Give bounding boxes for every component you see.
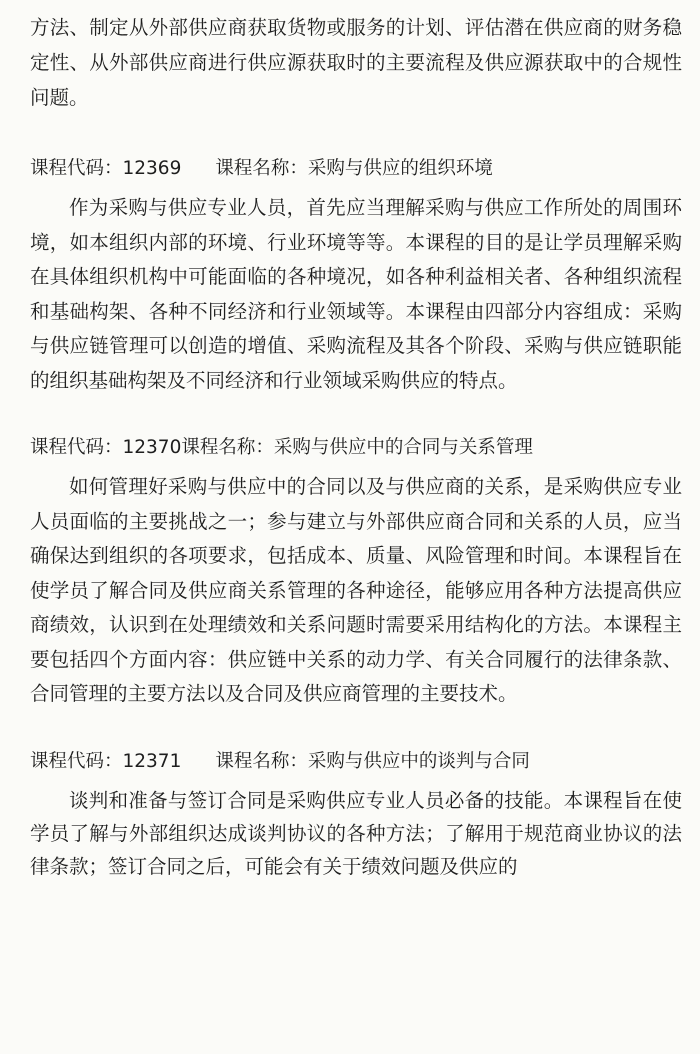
course-header — [30, 748, 682, 776]
course-code: 课程代码：12371 — [30, 750, 182, 772]
intro-paragraph: 方法、制定从外部供应商获取货物或服务的计划、评估潜在供应商的财务稳定性、从外部供应商进行供应源获取时的主要流程及供应源获取中的合规性问题。 — [30, 16, 682, 109]
course-description: 如何管理好采购与供应中的合同以及与供应商的关系，是采购供应专业人员面临的主要挑战之一；参与建立与外部供应商合同和关系的人员，应当确保达到组织的各项要求，包括成本、质量、风险管理和时间。本课程旨在使学员了解合同及供应商关系管理的各种途径，能够应用各种方法提高供应商绩效，认识到在处理绩效和关系问题时需要采用结构化的方法。本课程主要包括四个方面内容：供应链中关系的动力学、有关合同履行的法律条款、合同管理的主要方法以及合同及供应商管理的主要技术。 — [30, 475, 682, 705]
course-section-12370 — [30, 434, 682, 712]
course-code: 课程代码：12370 — [30, 437, 182, 458]
course-name: 课程名称：采购与供应的组织环境 — [215, 158, 493, 179]
course-name: 课程名称：采购与供应中的谈判与合同 — [215, 750, 530, 772]
course-section-12369 — [30, 155, 682, 398]
course-name: 课程名称：采购与供应中的合同与关系管理 — [181, 437, 533, 458]
course-header — [30, 434, 682, 462]
course-description: 作为采购与供应专业人员，首先应当理解采购与供应工作所处的周围环境，如本组织内部的环境、行业环境等等。本课程的目的是让学员理解采购在具体组织机构中可能面临的各种境况，如各种利益相关者、各种组织流程和基础构架、各种不同经济和行业领域等。本课程由四部分内容组成：采购与供应链管理可以创造的增值、采购流程及其各个阶段、采购与供应链职能的组织基础构架及不同经济和行业领域采购供应的特点。 — [30, 196, 682, 392]
course-code: 课程代码：12369 — [30, 158, 182, 179]
course-description: 谈判和准备与签订合同是采购供应专业人员必备的技能。本课程旨在使学员了解与外部组织达成谈判协议的各种方法；了解用于规范商业协议的法律条款；签订合同之后，可能会有关于绩效问题及供应的 — [30, 788, 682, 878]
course-header — [30, 155, 682, 183]
course-section-12371 — [30, 748, 682, 883]
